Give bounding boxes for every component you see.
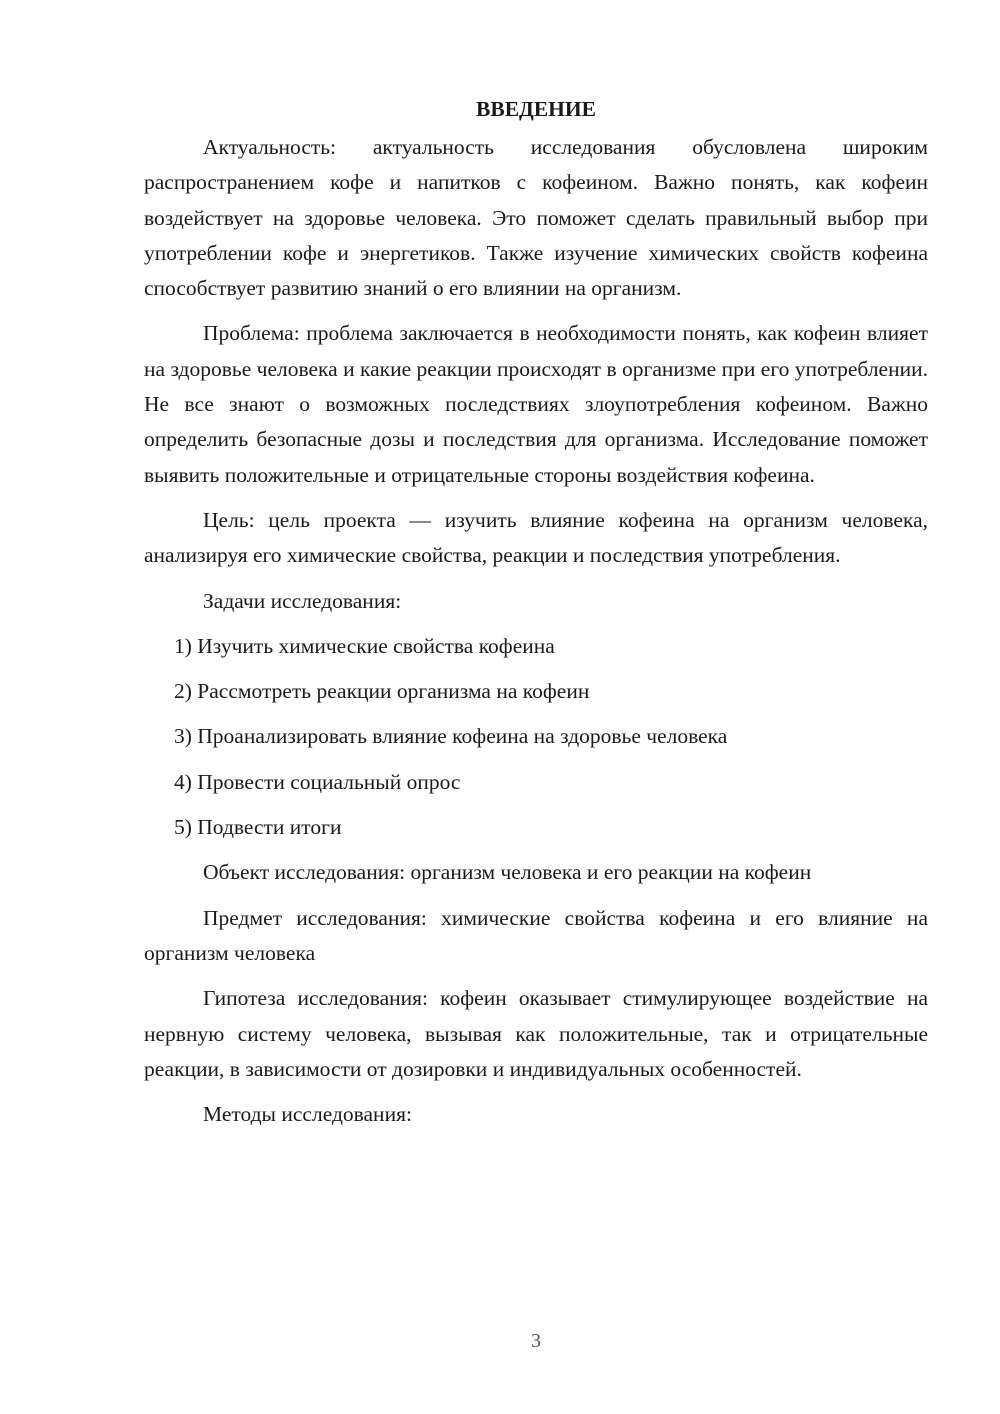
- task-item: 2) Рассмотреть реакции организма на кофеин: [174, 679, 590, 704]
- task-item: 3) Проанализировать влияние кофеина на здоровье человека: [174, 724, 728, 749]
- hypothesis-paragraph: Гипотеза исследования: кофеин оказывает стимулирующее воздействие на нервную систему человека, вызывая как положительные, так и отрицательные реакции, в зависимости от дозировки и индивидуальных особенностей.: [144, 986, 928, 1081]
- relevance-paragraph: Актуальность: актуальность исследования обусловлена широким распространением кофе и напитков с кофеином. Важно понять, как кофеин воздействует на здоровье человека. Это поможет сделать правильный выбор при употреблении кофе и энергетиков. Также изучение химических свойств кофеина способствует развитию знаний о его влиянии на организм.: [144, 135, 928, 301]
- section-title: ВВЕДЕНИЕ: [476, 97, 596, 121]
- tasks-list: [144, 629, 928, 845]
- object-paragraph: Объект исследования: организм человека и его реакции на кофеин: [203, 860, 812, 885]
- problem-paragraph: Проблема: проблема заключается в необходимости понять, как кофеин влияет на здоровье человека и какие реакции происходят в организме при его употреблении. Не все знают о возможных последствиях злоупотребления кофеином. Важно определить безопасные дозы и последствия для организма. Исследование поможет выявить положительные и отрицательные стороны воздействия кофеина.: [144, 321, 928, 487]
- methods-heading: Методы исследования:: [203, 1102, 412, 1127]
- task-item: 5) Подвести итоги: [174, 815, 342, 840]
- page-number: 3: [531, 1330, 541, 1352]
- subject-paragraph: Предмет исследования: химические свойства кофеина и его влияние на организм человека: [144, 905, 928, 965]
- tasks-heading: Задачи исследования:: [203, 588, 402, 613]
- task-item: 4) Провести социальный опрос: [174, 769, 461, 794]
- goal-paragraph: Цель: цель проекта — изучить влияние кофеина на организм человека, анализируя его химические свойства, реакции и последствия употребления.: [144, 507, 928, 568]
- task-item: 1) Изучить химические свойства кофеина: [174, 633, 555, 658]
- document-page: [144, 92, 928, 1142]
